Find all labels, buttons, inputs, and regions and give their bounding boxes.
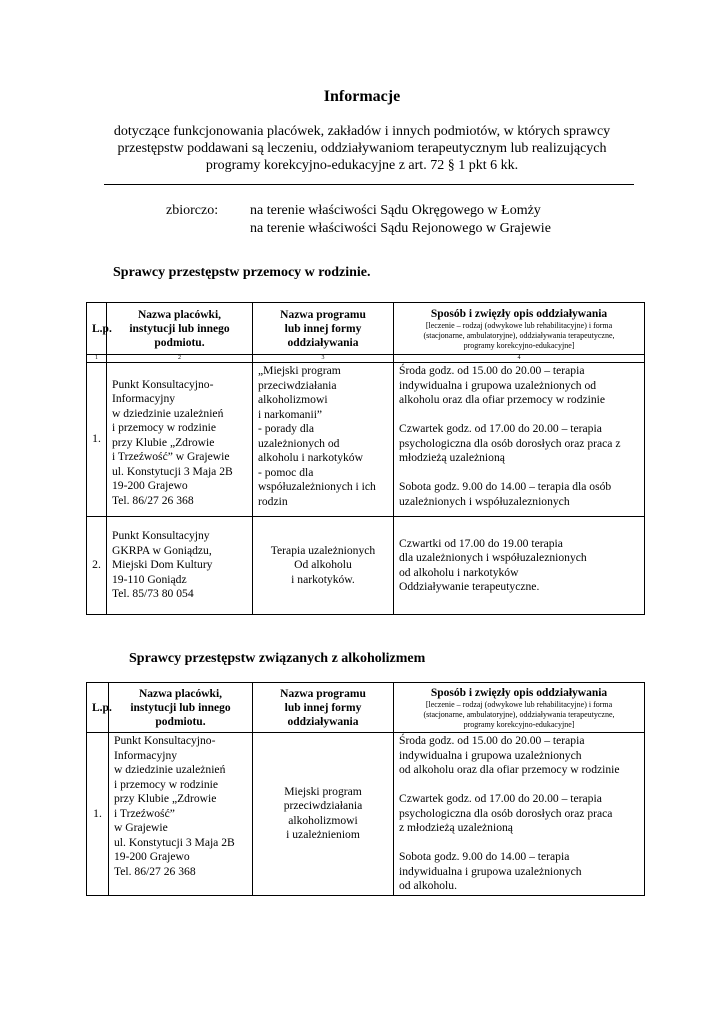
header-sposob-sub: [leczenie – rodzaj (odwykowe lub rehabilitacyjne) i forma (stacjonarne, ambulatoryjne), oddziaływania terapeutyczne, programy korekcyjno-edukacyjne] (423, 699, 615, 729)
header-program: Nazwa programu lub innej formy oddziaływania (253, 683, 394, 733)
header-lp: L.p. (87, 683, 109, 733)
row-program: Miejski program przeciwdziałania alkoholizmowi i uzależnieniom (253, 733, 394, 896)
col-number: 2 (107, 355, 253, 363)
header-sposob (394, 303, 645, 355)
row-program: Terapia uzależnionych Od alkoholu i narkotyków. (253, 517, 394, 615)
table-header-row (87, 683, 645, 733)
row-placowka: Punkt Konsultacyjno- Informacyjny w dziedzinie uzależnień i przemocy w rodzinie przy Klubie „Zdrowie i Trzeźwość” w Grajewie ul. Konstytucji 3 Maja 2B 19-200 Grajewo Tel. 86/27 26 368 (109, 733, 253, 896)
header-sposob-title: Sposób i zwięzły opis oddziaływania (430, 307, 608, 320)
row-lp: 2. (87, 517, 107, 615)
header-program: Nazwa programu lub innej formy oddziaływania (253, 303, 394, 355)
table-row (87, 517, 645, 615)
row-sposob: Środa godz. od 15.00 do 20.00 – terapia indywidualna i grupowa uzależnionych od alkoholu oraz dla ofiar przemocy w rodzinie Czwartek godz. od 17.00 do 20.00 – terapia psychologiczna dla osób dorosłych oraz praca z młodzieżą uzależnioną Sobota godz. 9.00 do 14.00 – terapia indywidualna i grupowa uzależnionych od alkoholu. (394, 733, 645, 896)
row-sposob: Środa godz. od 15.00 do 20.00 – terapia indywidualna i grupowa uzależnionych od alkoholu oraz dla ofiar przemocy w rodzinie Czwartek godz. od 17.00 do 20.00 – terapia psychologiczna dla osób dorosłych oraz praca z młodzieżą uzależnioną Sobota godz. 9.00 do 14.00 – terapia dla osób uzależnionych i współuzaleznionych (394, 363, 645, 517)
page-subtitle: dotyczące funkcjonowania placówek, zakładów i innych podmiotów, w których sprawcy przestępstw poddawani są leczeniu, oddziaływaniom terapeutycznym lub realizujących programy korekcyjno-edukacyjne z art. 72 § 1 pkt 6 kk. (113, 124, 611, 173)
section1-table (86, 302, 645, 615)
zbiorczo-label: zbiorczo: (166, 203, 219, 218)
header-sposob-sub: [leczenie – rodzaj (odwykowe lub rehabilitacyjne) i forma (stacjonarne, ambulatoryjne), oddziaływania terapeutyczne, programy korekcyjno-edukacyjne] (423, 320, 615, 350)
row-lp: 1. (87, 733, 109, 896)
header-placowka: Nazwa placówki, instytucji lub innego podmiotu. (107, 303, 253, 355)
header-sposob (394, 683, 645, 733)
row-sposob: Czwartki od 17.00 do 19.00 terapia dla uzależnionych i współuzaleznionych od alkoholu i narkotyków Oddziaływanie terapeutyczne. (394, 517, 645, 615)
table-header-row (87, 303, 645, 355)
row-placowka: Punkt Konsultacyjny GKRPA w Goniądzu, Miejski Dom Kultury 19-110 Goniądz Tel. 85/73 80 054 (107, 517, 253, 615)
section2-heading: Sprawcy przestępstw związanych z alkoholizmem (129, 651, 426, 666)
col-number: 4 (394, 355, 645, 363)
header-sposob-title: Sposób i zwięzły opis oddziaływania (430, 686, 608, 699)
page-title: Informacje (323, 88, 401, 105)
col-number: 3 (253, 355, 394, 363)
zbiorczo-line-2: na terenie właściwości Sądu Rejonowego w Grajewie (250, 221, 551, 236)
header-placowka: Nazwa placówki, instytucji lub innego podmiotu. (109, 683, 253, 733)
header-lp: L.p. (87, 303, 107, 355)
table-row (87, 733, 645, 896)
col-number: 1 (87, 355, 107, 363)
section1-heading: Sprawcy przestępstw przemocy w rodzinie. (113, 265, 371, 280)
row-placowka: Punkt Konsultacyjno- Informacyjny w dziedzinie uzależnień i przemocy w rodzinie przy Klubie „Zdrowie i Trzeźwość” w Grajewie ul. Konstytucji 3 Maja 2B 19-200 Grajewo Tel. 86/27 26 368 (107, 363, 253, 517)
table-row (87, 363, 645, 517)
section2-table (86, 682, 645, 896)
row-program: „Miejski program przeciwdziałania alkoholizmowi i narkomanii” - porady dla uzależnionych od alkoholu i narkotyków - pomoc dla współuzależnionych i ich rodzin (253, 363, 394, 517)
row-lp: 1. (87, 363, 107, 517)
column-number-row (87, 355, 645, 363)
divider (104, 184, 634, 185)
zbiorczo-line-1: na terenie właściwości Sądu Okręgowego w Łomży (250, 203, 541, 218)
